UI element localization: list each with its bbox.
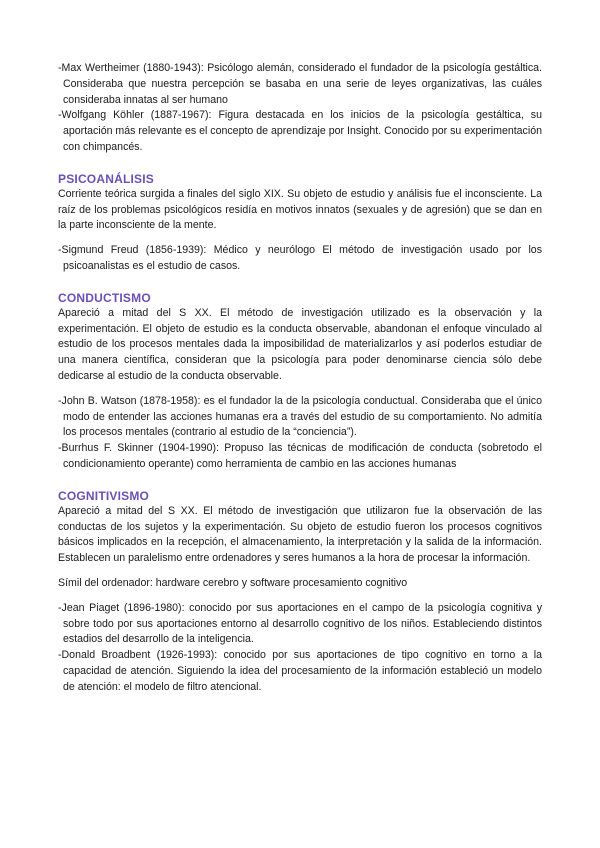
freud-item: -Sigmund Freud (1856-1939): Médico y neurólogo El método de investigación usado por los psicoanalistas es el estudio de casos. [58, 244, 542, 272]
wertheimer-item: -Max Wertheimer (1880-1943): Psicólogo alemán, considerado el fundador de la psicología gestáltica. Consideraba que nuestra percepción se basaba en una serie de leyes organizativas, las cuáles consideraba innatas al ser humano [58, 62, 542, 106]
cognitivismo-heading: COGNITIVISMO [58, 488, 150, 503]
skinner-item: -Burrhus F. Skinner (1904-1990): Propuso las técnicas de modificación de conducta (sobretodo el condicionamiento operante) como herramienta de cambio en las acciones humanas [58, 442, 542, 470]
cognitivismo-description: Apareció a mitad del S XX. El método de investigación que utilizaron fue la observación de las conductas de los sujetos y la experimentación. Su objeto de estudio fueron los procesos cognitivos básicos implicados en la recepción, el almacenamiento, la interpretación y la salida de la información. Establecen un paralelismo entre ordenadores y seres humanos a la hora de procesar la información. [58, 504, 542, 565]
simil-ordenador: Símil del ordenador: hardware cerebro y software procesamiento cognitivo [58, 576, 408, 589]
broadbent-item: -Donald Broadbent (1926-1993): conocido por sus aportaciones de tipo cognitivo en torno a la capacidad de atención. Siguiendo la idea del procesamiento de la información estableció un modelo de atención: el modelo de filtro atencional. [58, 649, 542, 693]
conductismo-description: Apareció a mitad del S XX. El método de investigación utilizado es la observación y la experimentación. El objeto de estudio es la conducta observable, abandonan el enfoque vinculado al estudio de los procesos mentales dada la imposibilidad de materializarlos y así poderlos estudiar de una manera científica, consideran que la psicología para poder denominarse ciencia sólo debe dedicarse al estudio de la conducta observable. [58, 306, 542, 382]
watson-item: -John B. Watson (1878-1958): es el fundador la de la psicología conductual. Consideraba que el único modo de entender las acciones humanas era a través del estudio de su comportamiento. No admitía los procesos mentales (contrario al estudio de la “conciencia”). [58, 394, 542, 439]
kohler-item: -Wolfgang Köhler (1887-1967): Figura destacada en los inicios de la psicología gestáltica, su aportación más relevante es el concepto de aprendizaje por Insight. Conocido por su experimentación con chimpancés. [58, 109, 542, 153]
conductismo-heading: CONDUCTISMO [58, 290, 151, 305]
piaget-item: -Jean Piaget (1896-1980): conocido por sus aportaciones en el campo de la psicología cognitiva y sobre todo por sus aportaciones entorno al desarrollo cognitivo de los niños. Estableciendo distintos estadios del desarrollo de la inteligencia. [58, 601, 542, 646]
psicoanalisis-heading: PSICOANÁLISIS [58, 171, 154, 186]
document-page [58, 61, 542, 696]
psicoanalisis-description: Corriente teórica surgida a finales del siglo XIX. Su objeto de estudio y análisis fue el inconsciente. La raíz de los problemas psicológicos residía en motivos innatos (sexuales y de agresión) que se dan en la parte inconsciente de la mente. [58, 187, 542, 232]
